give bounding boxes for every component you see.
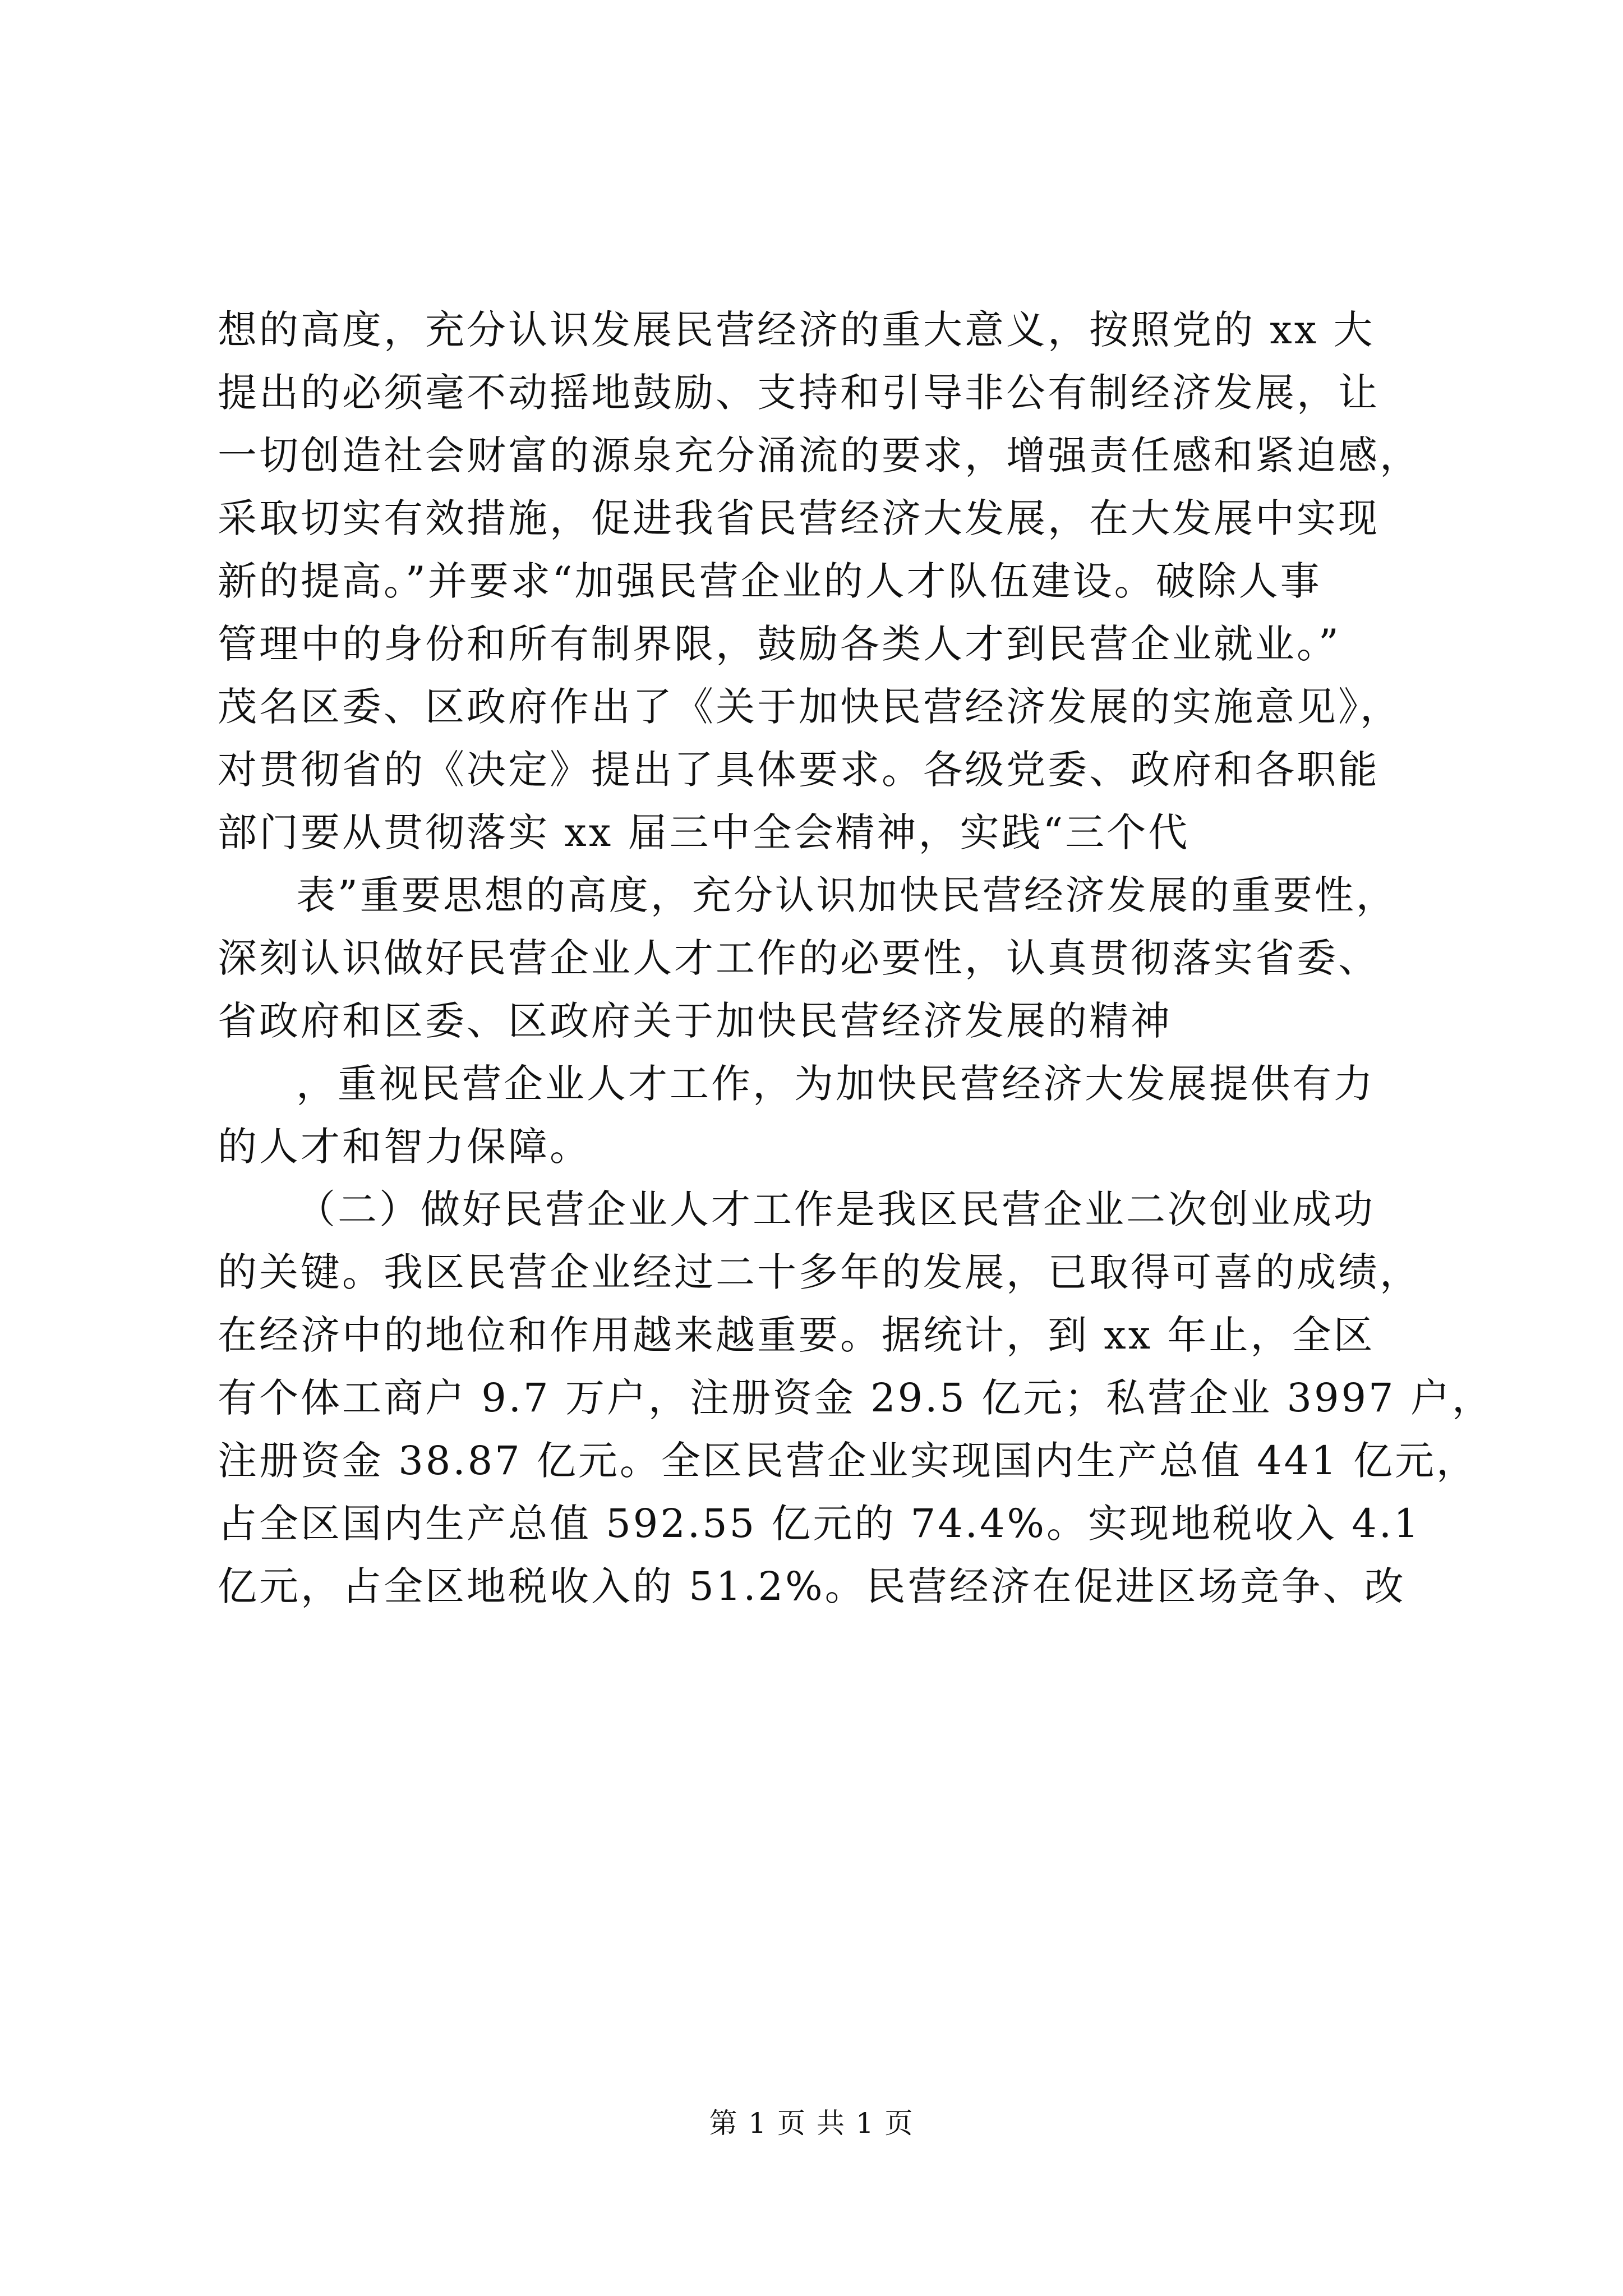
page-footer <box>0 2106 1623 2140</box>
page-number: 第 1 页 共 1 页 <box>709 2107 914 2139</box>
body-text <box>218 298 1493 1618</box>
text-line: （二）做好民营企业人才工作是我区民营企业二次创业成功 <box>296 1186 1375 1232</box>
text-line: 提出的必须毫不动摇地鼓励、支持和引导非公有制经济发展，让 <box>218 370 1380 416</box>
text-line: 新的提高。”并要求“加强民营企业的人才队伍建设。破除人事 <box>218 558 1322 604</box>
text-line: 管理中的身份和所有制界限，鼓励各类人才到民营企业就业。” <box>218 621 1341 667</box>
text-line: 占全区国内生产总值 592.55 亿元的 74.4%。实现地税收入 4.1 <box>218 1501 1421 1547</box>
text-line: 采取切实有效措施，促进我省民营经济大发展，在大发展中实现 <box>218 495 1380 541</box>
text-line: 的人才和智力保障。 <box>218 1124 591 1170</box>
text-line: 想的高度，充分认识发展民营经济的重大意义，按照党的 xx 大 <box>218 307 1375 353</box>
text-line: 表”重要思想的高度，充分认识加快民营经济发展的重要性， <box>296 872 1398 918</box>
text-line: 省政府和区委、区政府关于加快民营经济发展的精神 <box>218 998 1172 1044</box>
text-line: ，重视民营企业人才工作，为加快民营经济大发展提供有力 <box>296 1061 1375 1107</box>
text-line: 对贯彻省的《决定》提出了具体要求。各级党委、政府和各职能 <box>218 747 1380 793</box>
text-line: 注册资金 38.87 亿元。全区民营企业实现国内生产总值 441 亿元， <box>218 1438 1478 1484</box>
text-line: 深刻认识做好民营企业人才工作的必要性，认真贯彻落实省委、 <box>218 935 1380 981</box>
text-line: 茂名区委、区政府作出了《关于加快民营经济发展的实施意见》， <box>218 684 1401 730</box>
text-line: 亿元，占全区地税收入的 51.2%。民营经济在促进区场竞争、改 <box>218 1563 1406 1609</box>
text-line: 的关键。我区民营企业经过二十多年的发展，已取得可喜的成绩， <box>218 1249 1421 1295</box>
text-line: 部门要从贯彻落实 xx 届三中全会精神，实践“三个代 <box>218 809 1190 855</box>
text-line: 有个体工商户 9.7 万户，注册资金 29.5 亿元；私营企业 3997 户， <box>218 1375 1493 1421</box>
text-line: 一切创造社会财富的源泉充分涌流的要求，增强责任感和紧迫感， <box>218 432 1421 478</box>
text-line: 在经济中的地位和作用越来越重要。据统计，到 xx 年止，全区 <box>218 1312 1375 1358</box>
